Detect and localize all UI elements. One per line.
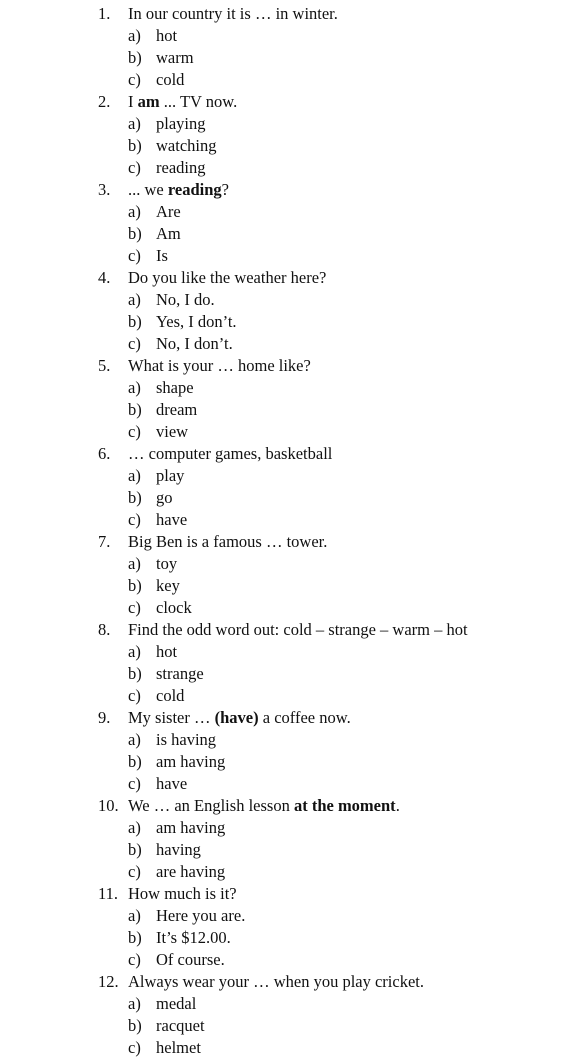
question-text-segment: a coffee now. xyxy=(258,708,351,727)
answer-option xyxy=(0,751,576,773)
option-text: toy xyxy=(156,554,178,573)
answer-option xyxy=(0,575,576,597)
answer-option xyxy=(0,949,576,971)
question-number: 4. xyxy=(98,268,111,287)
question-number: 12. xyxy=(98,972,119,991)
option-letter: c) xyxy=(128,774,141,793)
answer-option xyxy=(0,201,576,223)
answer-option xyxy=(0,69,576,91)
option-letter: c) xyxy=(128,1038,141,1057)
answer-option xyxy=(0,487,576,509)
question-text-segment: ... TV now. xyxy=(159,92,238,111)
option-text: Yes, I don’t. xyxy=(156,312,237,331)
answer-option xyxy=(0,663,576,685)
option-text: medal xyxy=(156,994,197,1013)
question-text xyxy=(128,179,229,201)
option-letter: b) xyxy=(128,136,142,155)
option-text: watching xyxy=(156,136,217,155)
option-text: Of course. xyxy=(156,950,225,969)
answer-option xyxy=(0,47,576,69)
option-letter: b) xyxy=(128,488,142,507)
question-line xyxy=(0,355,576,377)
answer-option xyxy=(0,377,576,399)
option-letter: b) xyxy=(128,752,142,771)
question-text-segment: How much is it? xyxy=(128,884,237,903)
question-text xyxy=(128,355,311,377)
question-text-bold: at the moment xyxy=(293,796,396,815)
answer-option xyxy=(0,157,576,179)
option-letter: a) xyxy=(128,906,141,925)
option-letter: a) xyxy=(128,114,141,133)
question-text-segment: … computer games, basketball xyxy=(128,444,333,463)
question-text-segment: ... we xyxy=(128,180,168,199)
question-text-bold: am xyxy=(137,92,160,111)
question-line xyxy=(0,619,576,641)
option-letter: b) xyxy=(128,224,142,243)
question-number: 10. xyxy=(98,796,119,815)
question-text xyxy=(128,883,237,905)
option-text: have xyxy=(156,774,188,793)
option-letter: a) xyxy=(128,290,141,309)
question-text xyxy=(128,91,237,113)
option-letter: a) xyxy=(128,730,141,749)
question-number: 1. xyxy=(98,4,111,23)
option-letter: b) xyxy=(128,1016,142,1035)
question-number: 9. xyxy=(98,708,111,727)
option-text: shape xyxy=(156,378,194,397)
option-text: hot xyxy=(156,642,178,661)
option-text: cold xyxy=(156,686,185,705)
question-text-segment: What is your … home like? xyxy=(128,356,311,375)
question-text-segment: Always wear your … when you play cricket. xyxy=(128,972,424,991)
question-line xyxy=(0,971,576,993)
question-text-segment: Big Ben is a famous … tower. xyxy=(128,532,328,551)
answer-option xyxy=(0,333,576,355)
answer-option xyxy=(0,861,576,883)
option-letter: b) xyxy=(128,928,142,947)
option-letter: c) xyxy=(128,158,141,177)
question-text-segment: We … an English lesson xyxy=(128,796,294,815)
answer-option xyxy=(0,113,576,135)
question-text-segment: Do you like the weather here? xyxy=(128,268,327,287)
option-text: play xyxy=(156,466,185,485)
option-letter: c) xyxy=(128,686,141,705)
answer-option xyxy=(0,817,576,839)
option-text: cold xyxy=(156,70,185,89)
answer-option xyxy=(0,729,576,751)
question-text-bold: reading xyxy=(167,180,222,199)
answer-option xyxy=(0,597,576,619)
option-text: view xyxy=(156,422,189,441)
option-letter: a) xyxy=(128,554,141,573)
answer-option xyxy=(0,773,576,795)
question-line xyxy=(0,3,576,25)
option-text: strange xyxy=(156,664,204,683)
option-letter: c) xyxy=(128,422,141,441)
option-letter: b) xyxy=(128,576,142,595)
answer-option xyxy=(0,905,576,927)
answer-option xyxy=(0,289,576,311)
question-number: 2. xyxy=(98,92,111,111)
option-text: have xyxy=(156,510,188,529)
option-text: No, I don’t. xyxy=(156,334,233,353)
question-line xyxy=(0,531,576,553)
option-letter: b) xyxy=(128,840,142,859)
option-text: hot xyxy=(156,26,178,45)
question-line xyxy=(0,91,576,113)
option-letter: a) xyxy=(128,642,141,661)
question-text-segment: ? xyxy=(221,180,229,199)
question-text xyxy=(128,443,332,465)
option-text: having xyxy=(156,840,201,859)
option-text: go xyxy=(156,488,173,507)
question-number: 3. xyxy=(98,180,111,199)
answer-option xyxy=(0,509,576,531)
question-number: 8. xyxy=(98,620,111,639)
question-line xyxy=(0,707,576,729)
question-line xyxy=(0,795,576,817)
option-text: Is xyxy=(156,246,168,265)
option-letter: a) xyxy=(128,818,141,837)
option-text: Am xyxy=(156,224,181,243)
option-text: racquet xyxy=(156,1016,205,1035)
question-text xyxy=(128,267,326,289)
question-line xyxy=(0,267,576,289)
option-letter: a) xyxy=(128,202,141,221)
answer-option xyxy=(0,685,576,707)
option-text: are having xyxy=(156,862,226,881)
question-text-segment: . xyxy=(395,796,400,815)
question-line xyxy=(0,883,576,905)
question-text xyxy=(128,971,424,993)
question-line xyxy=(0,443,576,465)
answer-option xyxy=(0,1037,576,1059)
option-text: dream xyxy=(156,400,198,419)
question-text-segment: In our country it is … in winter. xyxy=(128,4,338,23)
answer-option xyxy=(0,641,576,663)
quiz-list xyxy=(0,3,576,1059)
option-text: warm xyxy=(156,48,194,67)
option-letter: c) xyxy=(128,70,141,89)
option-text: Are xyxy=(156,202,181,221)
option-text: Here you are. xyxy=(156,906,246,925)
option-text: It’s $12.00. xyxy=(156,928,231,947)
answer-option xyxy=(0,135,576,157)
question-number: 7. xyxy=(98,532,111,551)
answer-option xyxy=(0,25,576,47)
answer-option xyxy=(0,839,576,861)
question-number: 11. xyxy=(98,884,119,903)
answer-option xyxy=(0,1015,576,1037)
answer-option xyxy=(0,311,576,333)
option-letter: b) xyxy=(128,48,142,67)
option-letter: b) xyxy=(128,400,142,419)
question-text xyxy=(128,531,327,553)
option-text: clock xyxy=(156,598,192,617)
question-number: 6. xyxy=(98,444,111,463)
answer-option xyxy=(0,223,576,245)
option-letter: a) xyxy=(128,994,141,1013)
option-text: No, I do. xyxy=(156,290,215,309)
option-letter: c) xyxy=(128,598,141,617)
option-text: am having xyxy=(156,752,226,771)
question-text-segment: Find the odd word out: cold – strange – warm – hot xyxy=(128,620,468,639)
question-text xyxy=(128,707,351,729)
option-text: am having xyxy=(156,818,226,837)
question-text xyxy=(128,795,400,817)
question-text-bold: (have) xyxy=(214,708,259,727)
option-letter: c) xyxy=(128,334,141,353)
option-text: playing xyxy=(156,114,206,133)
option-letter: a) xyxy=(128,26,141,45)
option-letter: b) xyxy=(128,664,142,683)
answer-option xyxy=(0,399,576,421)
answer-option xyxy=(0,553,576,575)
question-number: 5. xyxy=(98,356,111,375)
answer-option xyxy=(0,927,576,949)
question-text-segment: My sister … xyxy=(128,708,215,727)
answer-option xyxy=(0,465,576,487)
option-letter: c) xyxy=(128,510,141,529)
option-letter: b) xyxy=(128,312,142,331)
option-letter: a) xyxy=(128,378,141,397)
option-text: helmet xyxy=(156,1038,201,1057)
option-text: reading xyxy=(156,158,206,177)
option-text: key xyxy=(156,576,180,595)
question-text xyxy=(128,619,468,641)
option-text: is having xyxy=(156,730,217,749)
option-letter: c) xyxy=(128,862,141,881)
option-letter: c) xyxy=(128,246,141,265)
answer-option xyxy=(0,245,576,267)
option-letter: a) xyxy=(128,466,141,485)
question-text-segment: I xyxy=(128,92,138,111)
question-line xyxy=(0,179,576,201)
answer-option xyxy=(0,993,576,1015)
option-letter: c) xyxy=(128,950,141,969)
answer-option xyxy=(0,421,576,443)
question-text xyxy=(128,3,338,25)
